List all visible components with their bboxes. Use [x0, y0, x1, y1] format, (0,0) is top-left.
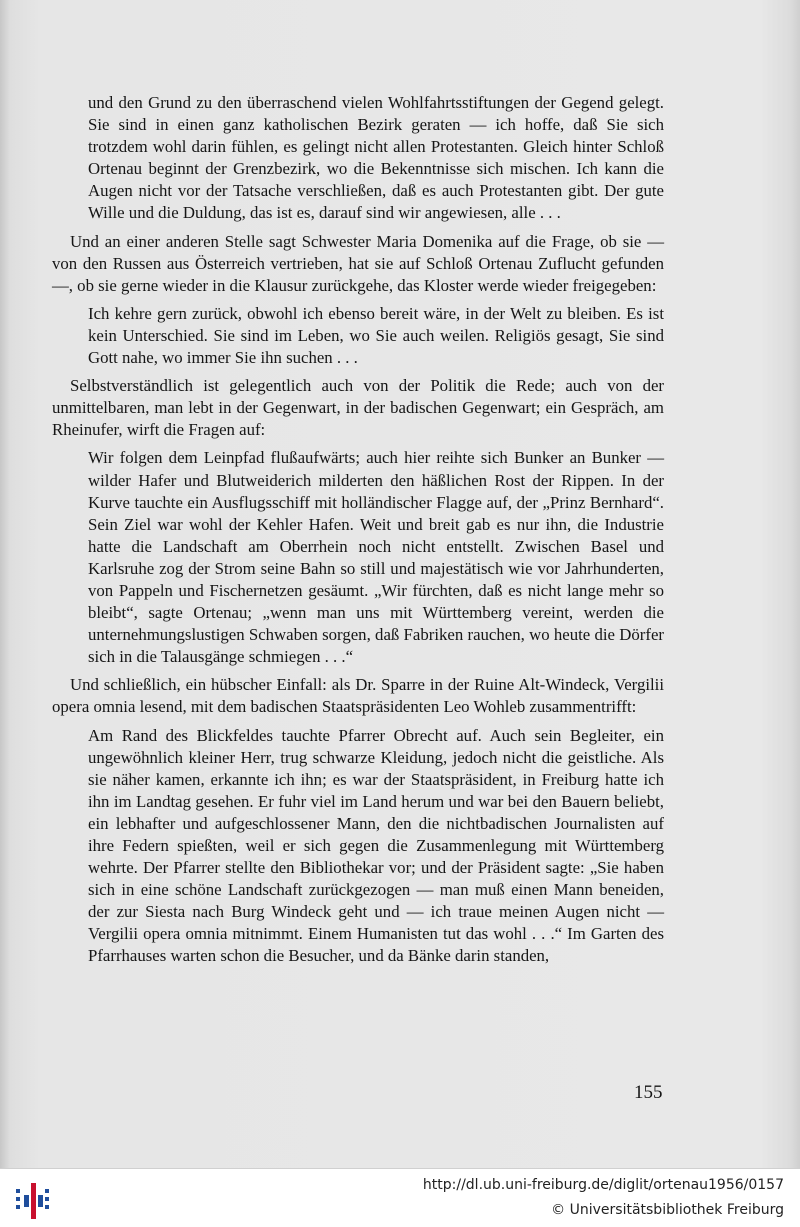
footer-bar	[0, 1168, 800, 1227]
page-number: 155	[634, 1082, 663, 1103]
source-url-link[interactable]: http://dl.ub.uni-freiburg.de/diglit/ortenau1956/0157	[422, 1177, 784, 1193]
copyright-text: © Universitätsbibliothek Freiburg	[551, 1202, 784, 1218]
paragraph-1: Und an einer anderen Stelle sagt Schwester Maria Domenika auf die Frage, ob sie — von den Russen aus Österreich vertrieben, hat sie auf Schloß Ortenau Zuflucht gefunden —, ob sie gerne wieder in die Klausur zurückgehe, das Kloster werde wieder freigegeben:	[52, 231, 664, 295]
paragraph-2: Selbstverständlich ist gelegentlich auch von der Politik die Rede; auch von der unmittelbaren, man lebt in der Gegenwart, in der badischen Gegenwart; ein Gespräch, am Rheinufer, wirft die Fragen auf:	[52, 376, 664, 440]
body-text	[52, 92, 664, 974]
quote-block-1: und den Grund zu den überraschend vielen Wohlfahrtsstiftungen der Gegend gelegt. Sie sind in einen ganz katholischen Bezirk geraten — ich hoffe, daß Sie sich trotzdem wohl darin fühlen, es gelingt nicht allen Protestanten. Gleich hinter Schloß Ortenau beginnt der Grenzbezirk, wo die Bekenntnisse sich mischen. Ich kann die Augen nicht vor der Tatsache verschließen, daß es auch Protestanten gibt. Der gute Wille und die Duldung, das ist es, darauf sind wir angewiesen, alle . . .	[88, 93, 664, 223]
paragraph-3: Und schließlich, ein hübscher Einfall: als Dr. Sparre in der Ruine Alt-Windeck, Vergilii opera omnia lesend, mit dem badischen Staatspräsidenten Leo Wohleb zusammentrifft:	[52, 675, 664, 717]
quote-block-2: Ich kehre gern zurück, obwohl ich ebenso bereit wäre, in der Welt zu bleiben. Es ist kein Unterschied. Sie sind im Leben, wo Sie auch weilen. Religiös gesagt, Sie sind Gott nahe, wo immer Sie ihn suchen . . .	[88, 303, 664, 368]
quote-block-3: Wir folgen dem Leinpfad flußaufwärts; auch hier reihte sich Bunker an Bunker — wilder Hafer und Blutweiderich milderten den häßlichen Rost der Rippen. In der Kurve tauchte ein Ausflugsschiff mit holländischer Flagge auf, der „Prinz Bernhard“. Sein Ziel war wohl der Kehler Hafen. Weit und breit gab es nur ihn, die Industrie hatte die Landschaft am Oberrhein noch nicht entstellt. Zwischen Basel und Karlsruhe zog der Strom seine Bahn so still und majestätisch wie vor Jahrhunderten, von Pappeln und Fischernetzen gesäumt. „Wir fürchten, daß es nicht lange mehr so bleibt“, sagte Ortenau; „wenn man uns mit Württemberg vereint, werden die unternehmungslustigen Schwaben sorgen, daß Fabriken rauchen, wo heute die Dörfer sich in die Talausgänge schmiegen . . .“	[88, 448, 664, 667]
ub-freiburg-logo-icon	[12, 1181, 52, 1221]
quote-block-4: Am Rand des Blickfeldes tauchte Pfarrer Obrecht auf. Auch sein Begleiter, ein ungewöhnlich kleiner Herr, trug schwarze Kleidung, jedoch nicht die geistliche. Als sie näher kamen, erkannte ich ihn; es war der Staatspräsident, in Freiburg hatte ich ihn im Landtag gesehen. Er fuhr viel im Land herum und war bei den Bauern beliebt, ein lebhafter und aufgeschlossener Mann, den die nichtbadischen Journalisten auf ihre Federn spießten, weil er sich gegen die Zusammenlegung mit Württemberg wehrte. Der Pfarrer stellte den Bibliothekar vor; und der Präsident sagte: „Sie haben sich in eine schöne Landschaft zurückgezogen — man muß einen Mann beneiden, der zur Siesta nach Burg Windeck geht und — ich traue meinen Augen nicht — Vergilii opera omnia mitnimmt. Einem Humanisten tut das wohl . . .“ Im Garten des Pfarrhauses warten schon die Besucher, und da Bänke darin standen,	[88, 725, 664, 966]
